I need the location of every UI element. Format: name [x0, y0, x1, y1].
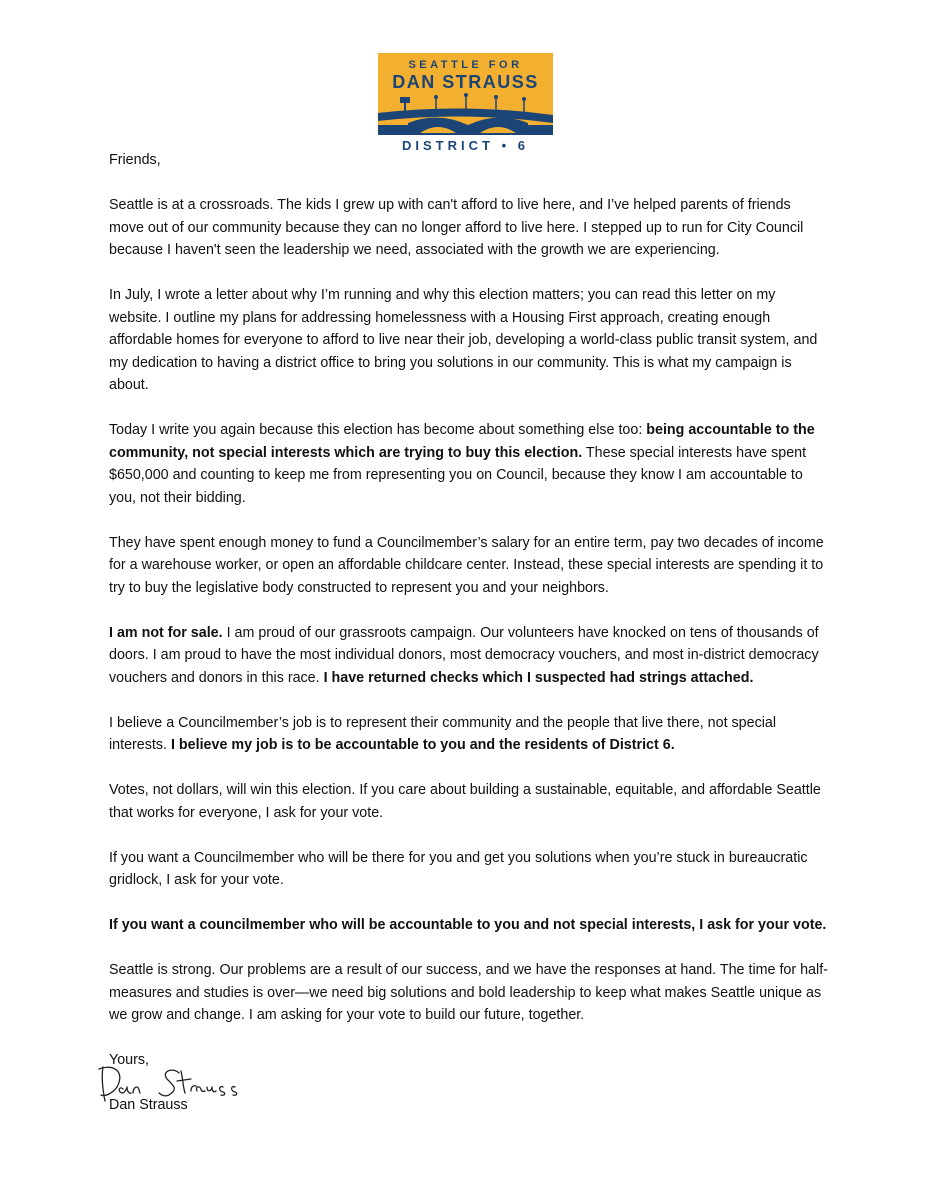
letter-body — [109, 149, 829, 1116]
paragraph-5 — [109, 622, 829, 690]
paragraph-4: They have spent enough money to fund a Councilmember’s salary for an entire term, pay two decades of income for a warehouse worker, or open an affordable childcare center. Instead, these special interests are spending it to try to buy the legislative body constructed to represent you and your neighbors. — [109, 534, 824, 596]
paragraph-6 — [109, 712, 829, 757]
paragraph-3 — [109, 419, 829, 509]
salutation: Friends, — [109, 152, 161, 168]
paragraph-9-bold: If you want a councilmember who will be accountable to you and not special interests, I ask for your vote. — [109, 917, 827, 933]
paragraph-3-text-a: Today I write you again because this election has become about something else too: — [109, 422, 647, 438]
paragraph-3-text-c: These special interests have spent $650,000 and counting to keep me from representing you on Council, because they know I am accountable to you, not their bidding. — [109, 444, 807, 506]
paragraph-9 — [109, 914, 829, 937]
paragraph-6-bold: I believe my job is to be accountable to you and the residents of District 6. — [170, 737, 675, 753]
paragraph-6-text: I believe a Councilmember’s job is to represent their community and the people that live there, not special interests. — [109, 714, 777, 753]
paragraph-2: In July, I wrote a letter about why I’m running and why this election matters; you can read this letter on my website. I outline my plans for addressing homelessness with a Housing First approach, creating enough affordable homes for everyone to afford to live near their job, developing a world-class public transit system, and my dedication to having a district office to bring you solutions in our community. This is what my campaign is about. — [109, 287, 818, 393]
paragraph-8: If you want a Councilmember who will be there for you and get you solutions when you’re stuck in bureaucratic gridlock, I ask for your vote. — [109, 849, 808, 888]
logo-graphic — [378, 53, 553, 153]
closing-block — [109, 1049, 829, 1116]
logo-line1: SEATTLE FOR — [408, 59, 523, 71]
paragraph-1: Seattle is at a crossroads. The kids I grew up with can't afford to live here, and I’ve helped parents of friends move out of our community because they can no longer afford to live here. I stepped up to run for City Council because I haven't seen the leadership we need, associated with the growth we are experiencing. — [109, 197, 804, 258]
closing-word: Yours, — [109, 1052, 150, 1068]
paragraph-5-bold-c: I have returned checks which I suspected had strings attached. — [323, 669, 754, 686]
paragraph-5-text: I am proud of our grassroots campaign. Our volunteers have knocked on tens of thousands of doors. I am proud to have the most individual donors, most democracy vouchers, and most in-district democracy vouchers and donors in this race. — [109, 624, 819, 686]
paragraph-5-bold-a: I am not for sale. — [109, 624, 223, 641]
logo-line3: DISTRICT • 6 — [402, 138, 529, 153]
paragraph-3-bold: being accountable to the community, not special interests which are trying to buy this election. — [109, 422, 815, 461]
paragraph-7: Votes, not dollars, will win this election. If you care about building a sustainable, equitable, and affordable Seattle that works for everyone, I ask for your vote. — [109, 782, 821, 821]
campaign-logo — [378, 53, 553, 153]
logo-line2: DAN STRAUSS — [392, 72, 539, 92]
paragraph-10: Seattle is strong. Our problems are a result of our success, and we have the responses at hand. The time for half-measures and studies is over—we need big solutions and bold leadership to keep what makes Seattle unique as we grow and change. I am asking for your vote to build our future, together. — [109, 962, 828, 1023]
signature-name: Dan Strauss — [109, 1096, 188, 1113]
